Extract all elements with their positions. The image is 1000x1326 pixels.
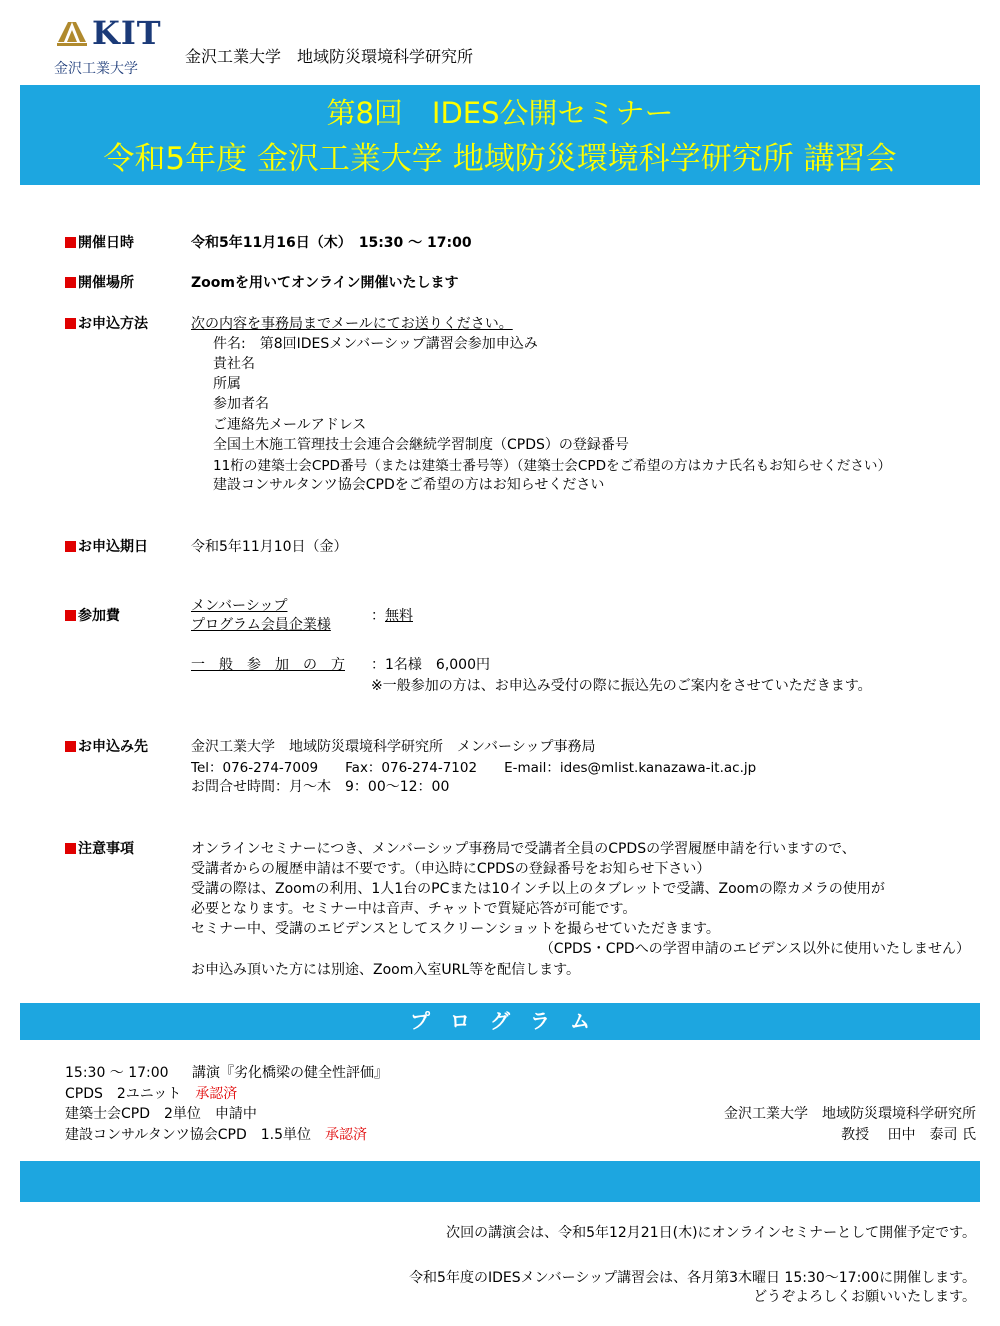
program-cpds: CPDS 2ユニット 承認済 xyxy=(65,1086,238,1102)
program-time: 15:30 ～ 17:00 xyxy=(65,1065,169,1081)
apply-item: 全国土木施工管理技士会連合会継続学習制度（CPDS）の登録番号 xyxy=(213,437,629,453)
apply-item: 件名: 第8回IDESメンバーシップ講習会参加申込み xyxy=(213,336,538,352)
notes-line: （CPDS・CPDへの学習申請のエビデンス以外に使用いたしません） xyxy=(539,941,970,957)
bullet-icon xyxy=(65,541,76,552)
date-value: 令和5年11月16日（木） 15:30 ～ 17:00 xyxy=(191,235,472,251)
apply-intro: 次の内容を事務局までメールにてお送りください。 xyxy=(191,316,513,332)
title-banner xyxy=(20,85,980,185)
program-header: プ ロ グ ラ ム xyxy=(20,1003,980,1040)
venue-value: Zoomを用いてオンライン開催いたします xyxy=(191,275,459,291)
next-event-note: 次回の講演会は、令和5年12月21日(木)にオンラインセミナーとして開催予定です。 xyxy=(446,1225,976,1241)
title-line-2: 令和5年度 金沢工業大学 地域防災環境科学研究所 講習会 xyxy=(103,141,897,177)
bullet-icon xyxy=(65,610,76,621)
fee-note: ※一般参加の方は、お申込み受付の際に振込先のご案内をさせていただきます。 xyxy=(371,678,872,694)
notes-line: 必要となります。セミナー中は音声、チャットで質疑応答が可能です。 xyxy=(191,901,637,917)
venue-label: 開催場所 xyxy=(65,272,134,292)
contact-label: お申込み先 xyxy=(65,736,148,756)
bullet-icon xyxy=(65,843,76,854)
program-arch-cpd: 建築士会CPD 2単位 申請中 xyxy=(65,1106,257,1122)
fee-member-value: ：無料 xyxy=(371,608,413,624)
program-lecture: 講演『劣化橋梁の健全性評価』 xyxy=(192,1065,388,1081)
logo-japanese: 金沢工業大学 xyxy=(54,61,138,77)
speaker-affiliation: 金沢工業大学 地域防災環境科学研究所 xyxy=(724,1106,976,1122)
status-badge: 承認済 xyxy=(195,1086,238,1102)
apply-item: 所属 xyxy=(213,376,241,392)
closing-note: どうぞよろしくお願いいたします。 xyxy=(753,1289,976,1305)
apply-item: 参加者名 xyxy=(213,396,269,412)
bullet-icon xyxy=(65,277,76,288)
logo-text: KIT xyxy=(92,14,162,52)
date-label: 開催日時 xyxy=(65,232,134,252)
notes-line: オンラインセミナーにつき、メンバーシップ事務局で受講者全員のCPDSの学習履歴申請を行いますので、 xyxy=(191,841,856,857)
apply-label: お申込方法 xyxy=(65,313,148,333)
footer-bar xyxy=(20,1161,980,1202)
title-line-1: 第8回 IDES公開セミナー xyxy=(326,96,674,130)
fee-general-label: 一 般 参 加 の 方 xyxy=(191,657,345,673)
apply-item: 11桁の建築士会CPD番号（または建築士番号等）（建築士会CPDをご希望の方はカナ氏名もお知らせください） xyxy=(213,458,892,474)
bullet-icon xyxy=(65,237,76,248)
status-badge: 承認済 xyxy=(325,1127,368,1143)
speaker-name: 教授 田中 泰司 氏 xyxy=(841,1127,976,1143)
notes-line: 受講の際は、Zoomの利用、1人1台のPCまたは10インチ以上のタブレットで受講、Zoomの際カメラの使用が xyxy=(191,881,885,897)
kit-logo-icon xyxy=(55,18,89,48)
fee-general-value: ：1名様 6,000円 xyxy=(371,657,490,673)
bullet-icon xyxy=(65,741,76,752)
notes-line: お申込み頂いた方には別途、Zoom入室URL等を配信します。 xyxy=(191,962,581,978)
deadline-label: お申込期日 xyxy=(65,536,148,556)
contact-line: Tel：076-274-7009 Fax：076-274-7102 E-mail：ides@mlist.kanazawa-it.ac.jp xyxy=(191,760,757,776)
deadline-value: 令和5年11月10日（金） xyxy=(191,539,348,555)
fee-label: 参加費 xyxy=(65,605,120,625)
schedule-note: 令和5年度のIDESメンバーシップ講習会は、各月第3木曜日 15:30～17:00に開催します。 xyxy=(409,1270,976,1286)
institute-name: 金沢工業大学 地域防災環境科学研究所 xyxy=(185,47,474,66)
program-consult-cpd: 建設コンサルタンツ協会CPD 1.5単位 承認済 xyxy=(65,1127,368,1143)
notes-line: 受講者からの履歴申請は不要です。（申込時にCPDSの登録番号をお知らせ下さい） xyxy=(191,861,711,877)
contact-line: お問合せ時間：月～木 9：00～12：00 xyxy=(191,779,450,795)
apply-item: ご連絡先メールアドレス xyxy=(213,417,367,433)
fee-member-line1: メンバーシップ xyxy=(191,598,288,614)
contact-line: 金沢工業大学 地域防災環境科学研究所 メンバーシップ事務局 xyxy=(191,739,596,755)
fee-member-line2: プログラム会員企業様 xyxy=(191,617,331,633)
notes-line: セミナー中、受講のエビデンスとしてスクリーンショットを撮らせていただきます。 xyxy=(191,921,720,937)
notes-label: 注意事項 xyxy=(65,838,134,858)
bullet-icon xyxy=(65,318,76,329)
apply-item: 貴社名 xyxy=(213,356,255,372)
apply-item: 建設コンサルタンツ協会CPDをご希望の方はお知らせください xyxy=(213,477,605,493)
